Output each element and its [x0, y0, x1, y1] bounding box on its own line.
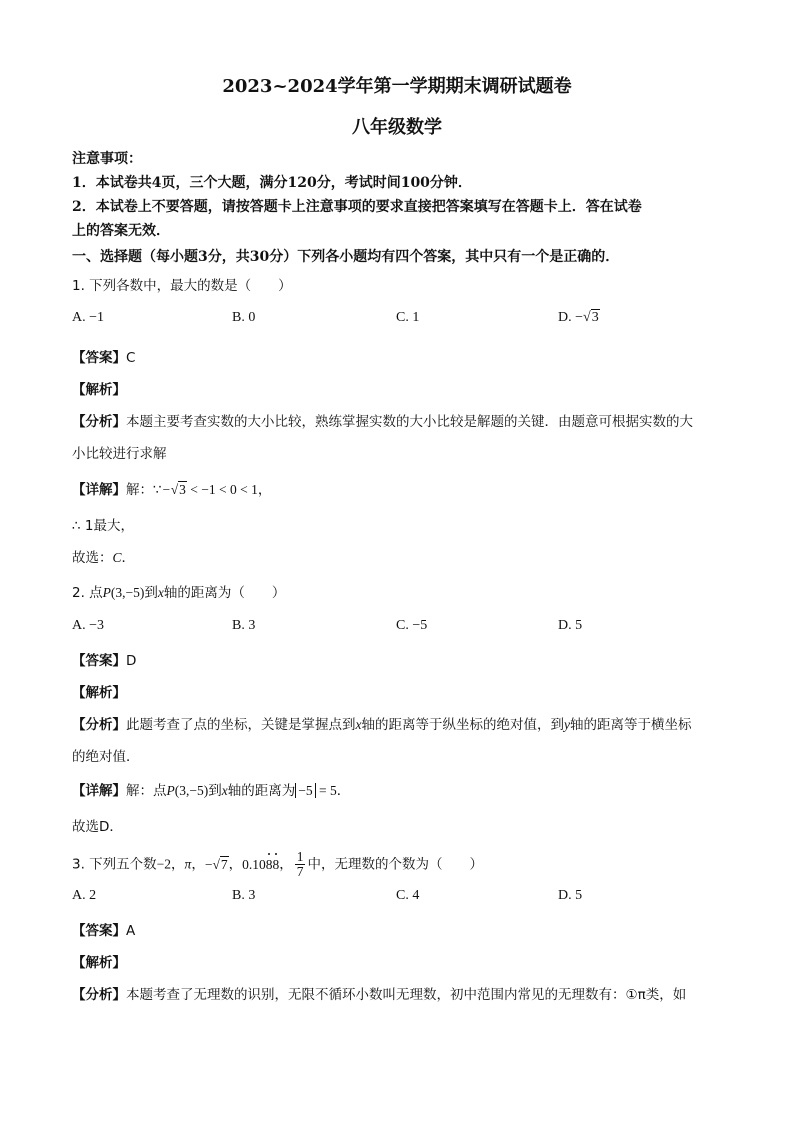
notes-item-2-line-2: 上的答案无效． — [72, 223, 170, 239]
q3-option-c: C. 4 — [396, 888, 420, 903]
q3-analysis-label: 【解析】 — [72, 955, 126, 971]
q2-option-c: C. −5 — [396, 618, 428, 633]
q1-option-a: A. −1 — [72, 310, 105, 325]
q3-option-a: A. 2 — [72, 888, 97, 903]
q3-fenxi-line-1: 【分析】本题考查了无理数的识别，无限不循环小数叫无理数，初中范围内常见的无理数有：①π类，如 — [72, 987, 687, 1003]
exam-subtitle: 八年级数学 — [352, 117, 442, 138]
q2-option-a: A. −3 — [72, 618, 105, 633]
q1-option-d: D. −√3 — [558, 310, 599, 325]
q2-option-b: B. 3 — [232, 618, 256, 633]
q2-fenxi-line-1: 【分析】此题考查了点的坐标，关键是掌握点到x轴的距离等于纵坐标的绝对值，到y轴的距离等于横坐标 — [72, 717, 692, 733]
q2-fenxi-line-2: 的绝对值． — [72, 749, 140, 765]
q1-choose: 故选：C． — [72, 550, 136, 566]
q2-answer: 【答案】D — [72, 653, 137, 669]
q3-option-d: D. 5 — [558, 888, 583, 903]
q3-answer: 【答案】A — [72, 923, 136, 939]
q2-analysis-label: 【解析】 — [72, 685, 126, 701]
q3-option-b: B. 3 — [232, 888, 256, 903]
q2-option-d: D. 5 — [558, 618, 583, 633]
q2-choose: 故选D． — [72, 819, 123, 835]
notes-item-2-line-1: 2．本试卷上不要答题，请按答题卡上注意事项的要求直接把答案填写在答题卡上．答在试卷 — [72, 199, 642, 215]
q1-fenxi-line-1: 【分析】本题主要考查实数的大小比较，熟练掌握实数的大小比较是解题的关键．由题意可根据实数的大 — [72, 414, 693, 430]
question-2-stem: 2. 点P(3,−5)到x轴的距离为（ ） — [72, 585, 286, 601]
q1-answer: 【答案】C — [72, 350, 136, 366]
q1-conclusion: ∴ 1最大， — [72, 518, 134, 534]
q1-option-b: B. 0 — [232, 310, 256, 325]
q1-fenxi-line-2: 小比较进行求解 — [72, 446, 167, 462]
q1-analysis-label: 【解析】 — [72, 382, 126, 398]
exam-title: 2023~2024学年第一学期期末调研试题卷 — [222, 76, 572, 97]
notes-item-1: 1．本试卷共4页，三个大题，满分120分，考试时间100分钟． — [72, 175, 472, 191]
section-1-heading: 一、选择题（每小题3分，共30分）下列各小题均有四个答案，其中只有一个是正确的． — [72, 249, 620, 265]
q1-option-c: C. 1 — [396, 310, 420, 325]
notes-heading: 注意事项： — [72, 151, 142, 167]
q1-detail: 【详解】解：∵−√3 < −1 < 0 < 1， — [72, 482, 272, 498]
q2-detail: 【详解】解：点P(3,−5)到x轴的距离为 −5 = 5． — [72, 783, 351, 799]
question-3-stem: 3. 下列五个数−2，π，−√7，0.1088， $\frac{1}{7}$ 中，无理数的个数为（ ） — [72, 849, 483, 880]
question-1-stem: 1. 下列各数中，最大的数是（ ） — [72, 278, 292, 294]
